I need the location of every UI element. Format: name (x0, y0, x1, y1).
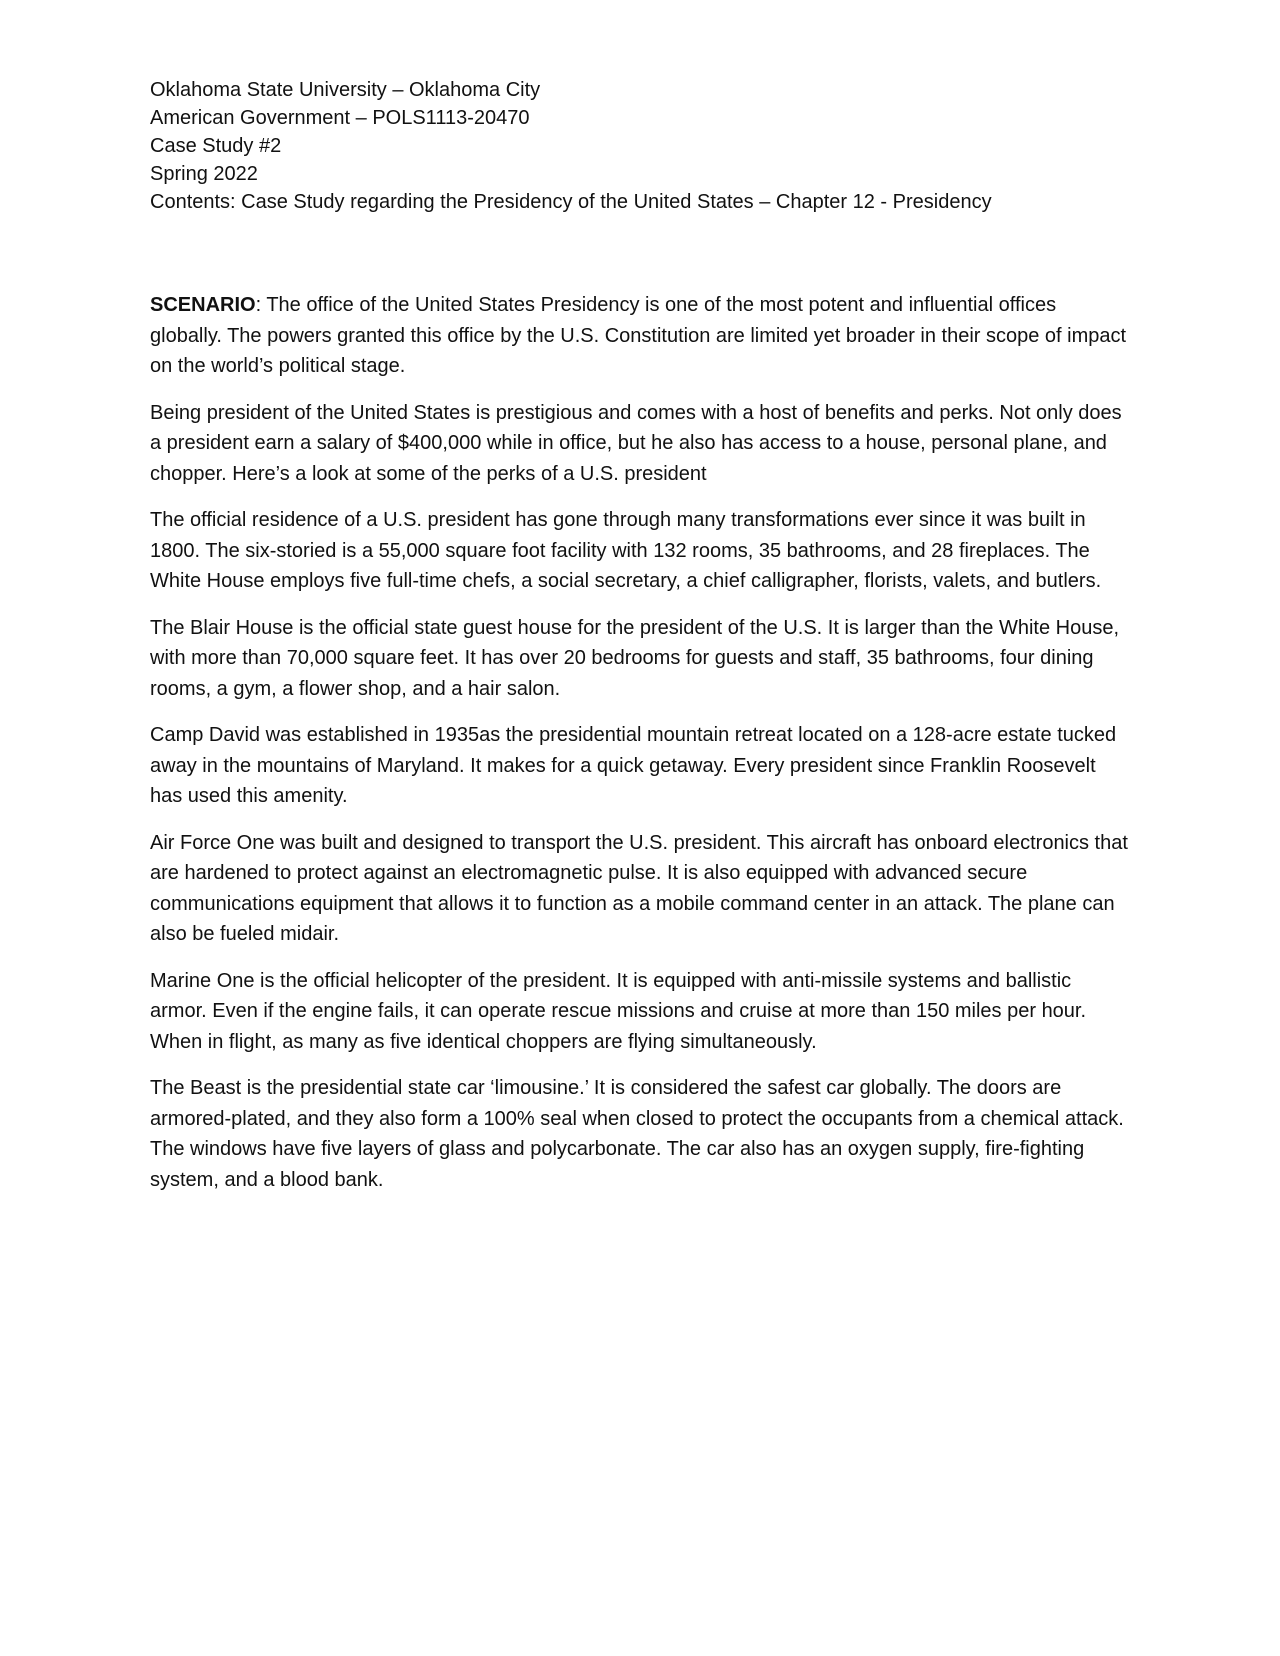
camp-david-paragraph: Camp David was established in 1935as the presidential mountain retreat located on a 128-acre estate tucked away in the mountains of Maryland. It makes for a quick getaway. Every president since Franklin Roosevelt has used this amenity. (150, 724, 1117, 807)
scenario-label: SCENARIO (150, 294, 256, 316)
institution-line: Oklahoma State University – Oklahoma City (150, 79, 541, 101)
the-beast-paragraph: The Beast is the presidential state car ‘limousine.’ It is considered the safest car globally. The doors are armored-plated, and they also form a 100% seal when closed to protect the occupants from a chemical attack. The windows have five layers of glass and polycarbonate. The car also has an oxygen supply, fire-fighting system, and a blood bank. (150, 1077, 1124, 1191)
scenario-text: : The office of the United States Presidency is one of the most potent and influential offices globally. The powers granted this office by the U.S. Constitution are limited yet broader in their scope of impact on the world’s political stage. (150, 294, 1127, 377)
document-header (150, 76, 1150, 216)
assignment-line: Case Study #2 (150, 135, 282, 157)
marine-one-paragraph: Marine One is the official helicopter of the president. It is equipped with anti-missile systems and ballistic armor. Even if the engine fails, it can operate rescue missions and cruise at more than 150 miles per hour. When in flight, as many as five identical choppers are flying simultaneously. (150, 969, 1087, 1053)
perks-intro-paragraph: Being president of the United States is prestigious and comes with a host of benefits and perks. Not only does a president earn a salary of $400,000 while in office, but he also has access to a house, personal plane, and chopper. Here’s a look at some of the perks of a U.S. president (150, 401, 1122, 485)
white-house-paragraph: The official residence of a U.S. president has gone through many transformations ever since it was built in 1800. The six-storied is a 55,000 square foot facility with 132 rooms, 35 bathrooms, and 28 fireplaces. The White House employs five full-time chefs, a social secretary, a chief calligrapher, florists, valets, and butlers. (150, 509, 1102, 592)
blair-house-paragraph: The Blair House is the official state guest house for the president of the U.S. It is larger than the White House, with more than 70,000 square feet. It has over 20 bedrooms for guests and staff, 35 bathrooms, four dining rooms, a gym, a flower shop, and a hair salon. (150, 616, 1120, 700)
document-body (150, 290, 1130, 1211)
term-line: Spring 2022 (150, 163, 258, 185)
contents-line: Contents: Case Study regarding the Presidency of the United States – Chapter 12 - Presidency (150, 191, 992, 213)
air-force-one-paragraph: Air Force One was built and designed to transport the U.S. president. This aircraft has onboard electronics that are hardened to protect against an electromagnetic pulse. It is also equipped with advanced secure communications equipment that allows it to function as a mobile command center in an attack. The plane can also be fueled midair. (150, 831, 1128, 945)
scenario-paragraph (150, 290, 1130, 382)
course-line: American Government – POLS1113-20470 (150, 107, 530, 129)
